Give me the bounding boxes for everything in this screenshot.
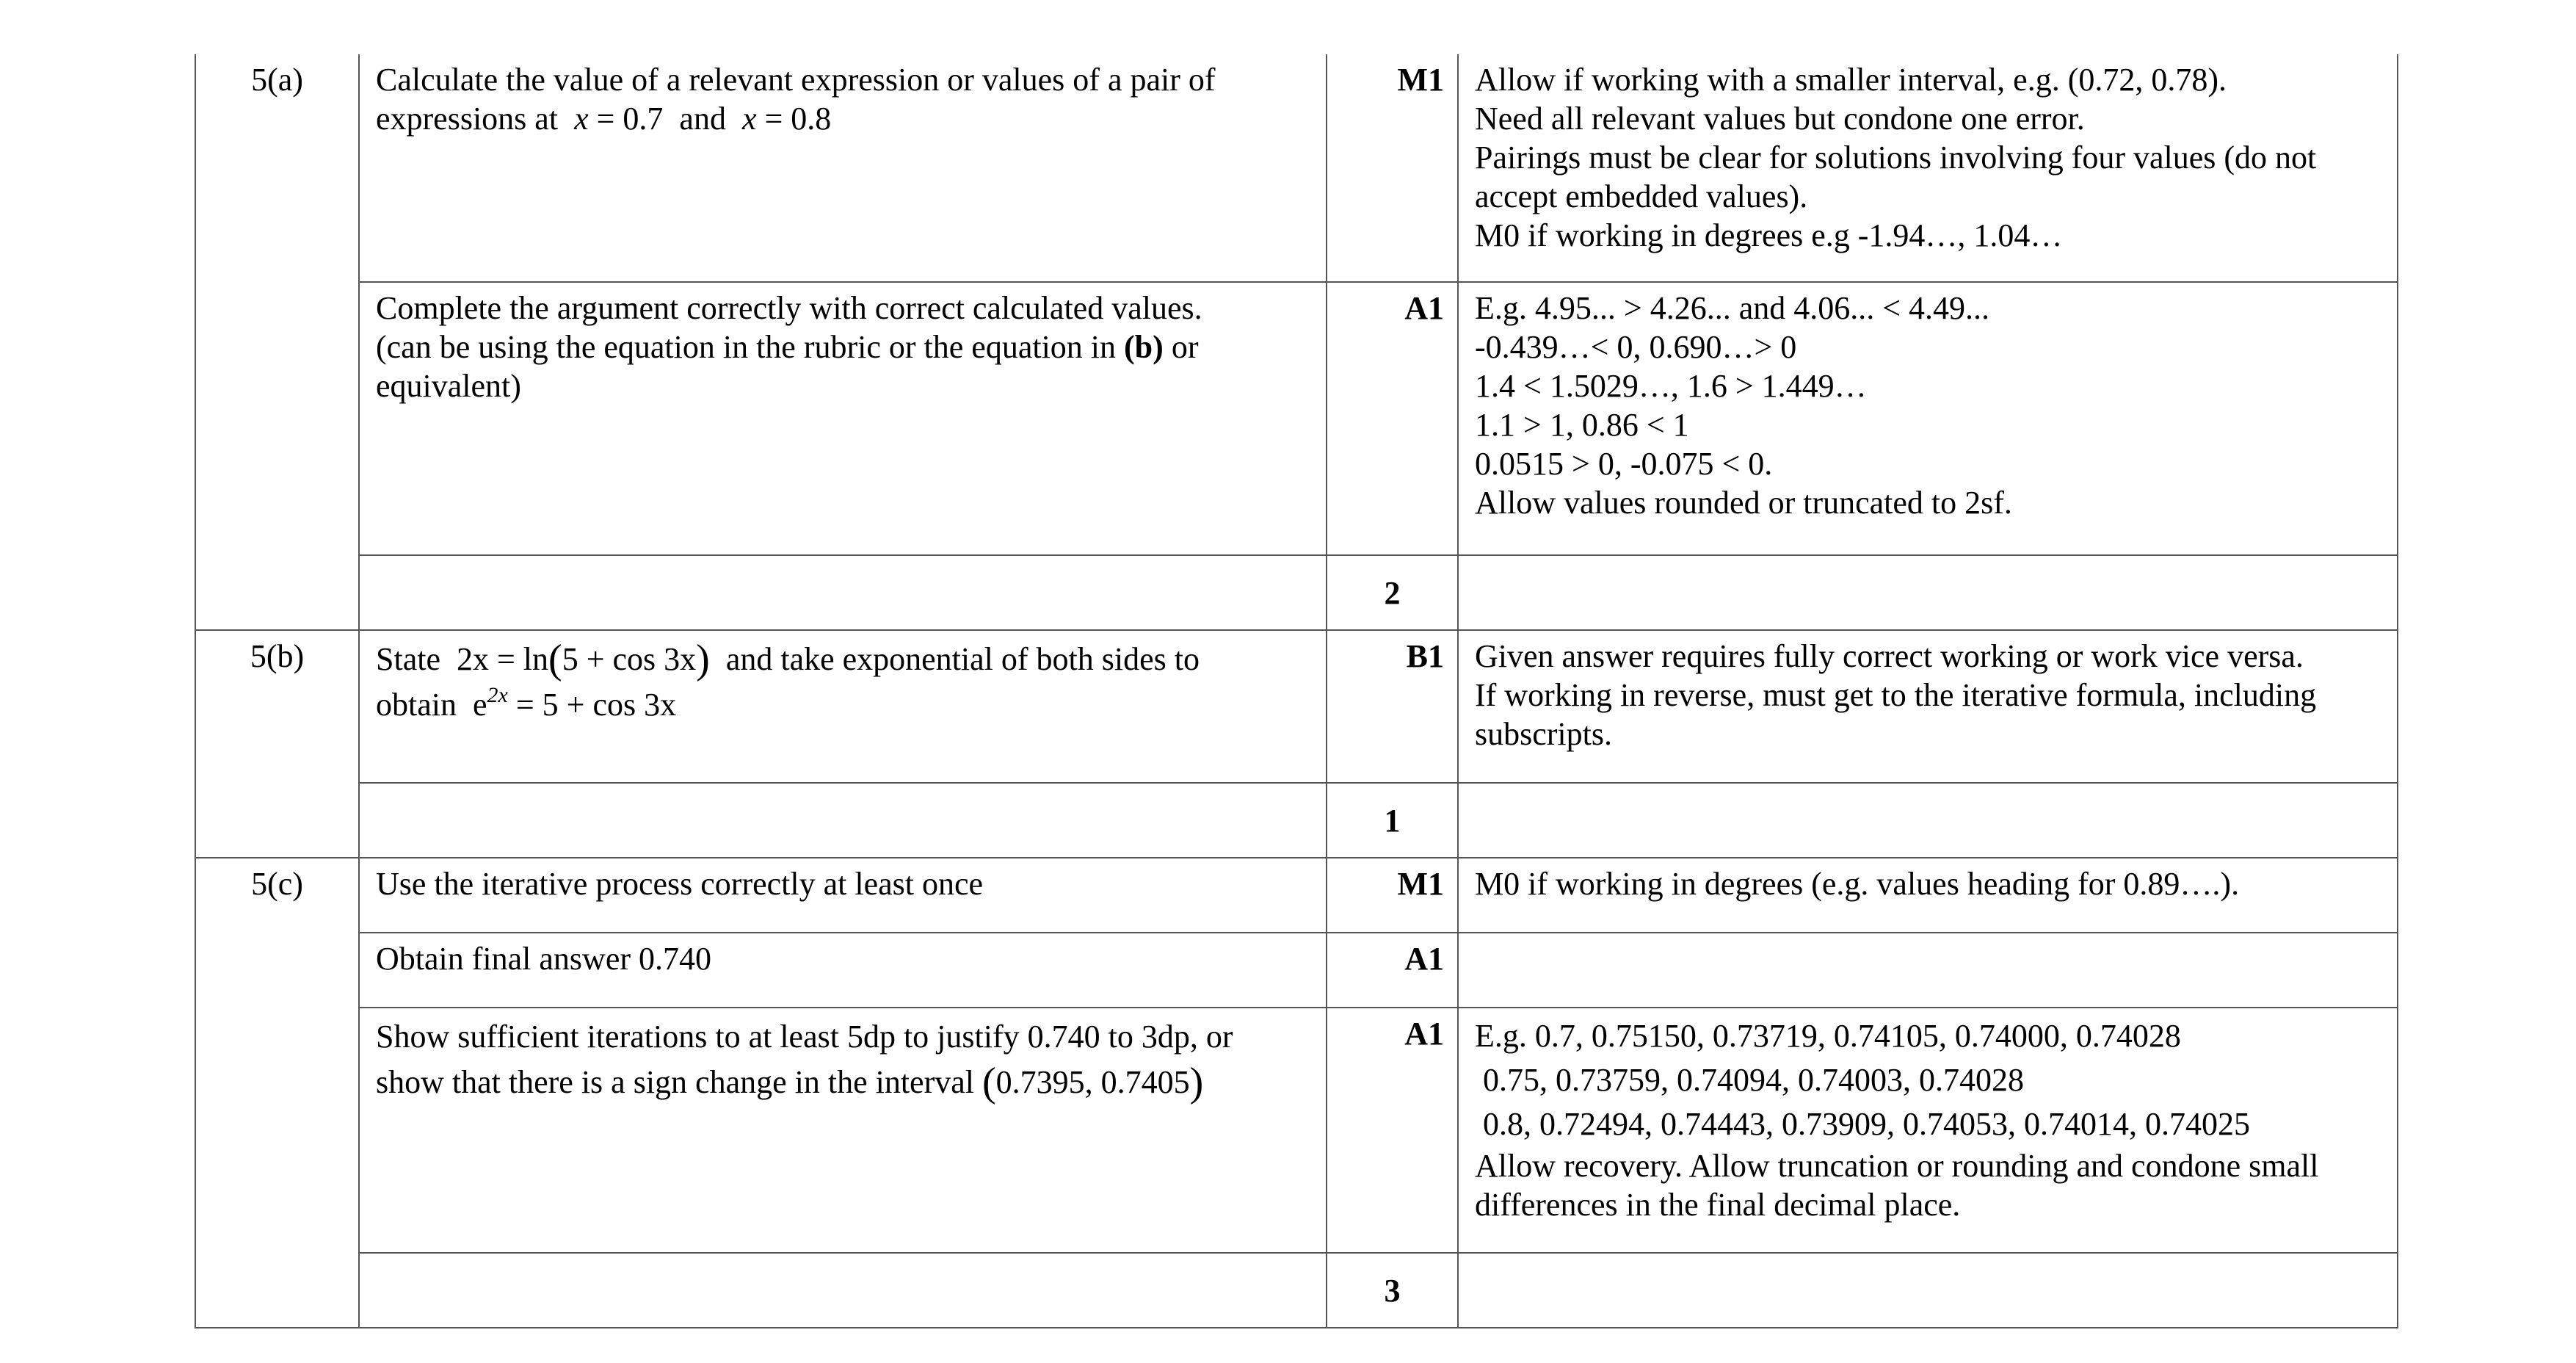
mark-code: M1	[1327, 54, 1458, 282]
table-row	[195, 858, 2398, 933]
guidance-cell	[1458, 1008, 2398, 1253]
guidance-text: Allow if working with a smaller interval, e.g. (0.72, 0.78).	[1475, 62, 2227, 98]
guidance-cell-empty	[1458, 783, 2398, 858]
answer-cell	[359, 282, 1327, 555]
answer-cell	[359, 858, 1327, 933]
answer-text: Show sufficient iterations to at least 5dp to justify 0.740 to 3dp, or	[376, 1019, 1233, 1055]
answer-text: Calculate the value of a relevant expression or values of a pair of	[376, 62, 1216, 98]
answer-cell	[359, 933, 1327, 1008]
answer-cell-empty	[359, 555, 1327, 630]
answer-text: show that there is a sign change in the interval (0.7395, 0.7405)	[376, 1060, 1204, 1105]
table-row	[195, 630, 2398, 783]
answer-text: State 2x = ln(5 + cos 3x) and take exponential of both sides to	[376, 637, 1200, 682]
answer-text: obtain $e^{2x} = 5 + \cos 3x$	[376, 683, 677, 723]
guidance-text: M0 if working in degrees (e.g. values heading for 0.89….).	[1475, 866, 2240, 902]
guidance-text: Allow recovery. Allow truncation or rounding and condone small differences in the final decimal place.	[1475, 1148, 2319, 1223]
mark-scheme-table	[195, 54, 2398, 1328]
guidance-text: 1.1 > 1, 0.86 < 1	[1475, 407, 1689, 443]
table-row	[195, 54, 2398, 282]
total-marks: 3	[1327, 1253, 1458, 1328]
total-marks: 2	[1327, 555, 1458, 630]
answer-cell-empty	[359, 783, 1327, 858]
table-row-total	[195, 555, 2398, 630]
mark-code: B1	[1327, 630, 1458, 783]
guidance-cell	[1458, 282, 2398, 555]
guidance-cell	[1458, 630, 2398, 783]
guidance-text: 1.4 < 1.5029…, 1.6 > 1.449…	[1475, 368, 1867, 404]
question-number: 5(a)	[195, 54, 359, 630]
answer-text: (can be using the equation in the rubric or the equation in (b) or	[376, 329, 1199, 365]
guidance-cell-empty	[1458, 555, 2398, 630]
guidance-text: Given answer requires fully correct working or work vice versa.	[1475, 638, 2304, 674]
iteration-sequence: E.g. 0.7, 0.75150, 0.73719, 0.74105, 0.74000, 0.74028	[1475, 1018, 2181, 1054]
guidance-text: If working in reverse, must get to the iterative formula, including subscripts.	[1475, 677, 2317, 752]
answer-text: equivalent)	[376, 368, 521, 404]
mark-code: A1	[1327, 282, 1458, 555]
guidance-cell-empty	[1458, 1253, 2398, 1328]
answer-text: Use the iterative process correctly at least once	[376, 866, 984, 902]
mark-code: A1	[1327, 1008, 1458, 1253]
answer-cell-empty	[359, 1253, 1327, 1328]
answer-cell	[359, 630, 1327, 783]
answer-text: Complete the argument correctly with correct calculated values.	[376, 290, 1202, 326]
table-row	[195, 933, 2398, 1008]
guidance-text: Allow values rounded or truncated to 2sf.	[1475, 485, 2012, 521]
answer-text: expressions at x = 0.7 and x = 0.8	[376, 101, 832, 137]
question-number: 5(b)	[195, 630, 359, 858]
answer-cell	[359, 54, 1327, 282]
guidance-text: 0.0515 > 0, -0.075 < 0.	[1475, 446, 1773, 482]
guidance-cell	[1458, 858, 2398, 933]
answer-cell	[359, 1008, 1327, 1253]
question-number: 5(c)	[195, 858, 359, 1328]
guidance-cell	[1458, 54, 2398, 282]
answer-text: Obtain final answer 0.740	[376, 941, 711, 977]
guidance-text: Need all relevant values but condone one error.	[1475, 101, 2085, 137]
table-row-total	[195, 783, 2398, 858]
guidance-text: M0 if working in degrees e.g -1.94…, 1.04…	[1475, 217, 2063, 253]
table-row	[195, 1008, 2398, 1253]
mark-code: M1	[1327, 858, 1458, 933]
mark-code: A1	[1327, 933, 1458, 1008]
table-row	[195, 282, 2398, 555]
iteration-sequence: 0.8, 0.72494, 0.74443, 0.73909, 0.74053, 0.74014, 0.74025	[1483, 1106, 2250, 1142]
iteration-sequence: 0.75, 0.73759, 0.74094, 0.74003, 0.74028	[1483, 1062, 2024, 1098]
guidance-text: E.g. 4.95... > 4.26... and 4.06... < 4.49...	[1475, 290, 1990, 326]
guidance-text: -0.439…< 0, 0.690…> 0	[1475, 329, 1797, 365]
guidance-cell-empty	[1458, 933, 2398, 1008]
mark-scheme-sheet	[195, 54, 2397, 1328]
guidance-text: Pairings must be clear for solutions involving four values (do not accept embedded values).	[1475, 140, 2317, 214]
table-row-total	[195, 1253, 2398, 1328]
total-marks: 1	[1327, 783, 1458, 858]
